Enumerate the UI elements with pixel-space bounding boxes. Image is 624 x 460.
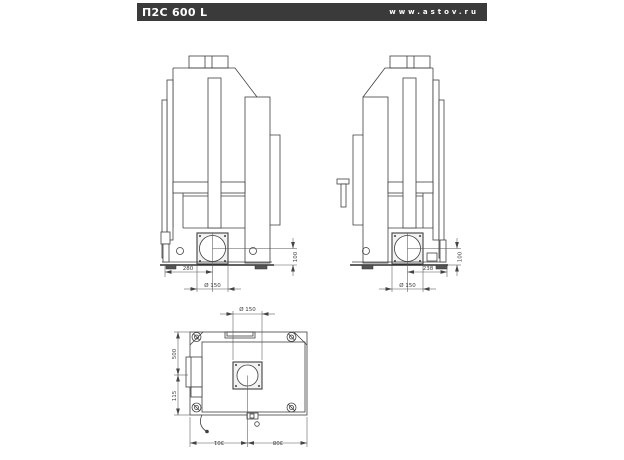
dim-label-flue: Ø 150 xyxy=(239,307,256,313)
dim-label-height: 100 xyxy=(457,251,464,263)
sensor-wire xyxy=(200,415,206,431)
front-bracket xyxy=(353,135,363,225)
flue-stub xyxy=(189,56,228,68)
latch xyxy=(427,253,437,261)
latch xyxy=(163,244,169,262)
body-top xyxy=(363,68,433,97)
center-pipe xyxy=(403,78,416,228)
flue-stub xyxy=(390,56,430,68)
latch xyxy=(440,240,446,262)
dim-label-width: 238 xyxy=(422,266,434,272)
dim-label-depth-lower: 115 xyxy=(172,390,178,402)
side-duct xyxy=(186,357,202,387)
side-strip xyxy=(439,100,444,258)
dim-label-width: 280 xyxy=(182,266,194,272)
side-view-right xyxy=(337,56,464,292)
side-box xyxy=(191,387,202,397)
dim-label-width-left: 301 xyxy=(213,439,225,445)
side-view-left xyxy=(160,56,299,292)
top-tab xyxy=(225,332,255,338)
dim-label-width-right: 308 xyxy=(272,439,284,445)
side-panel xyxy=(433,80,439,240)
foot xyxy=(436,265,447,269)
website-url: www.astov.ru xyxy=(389,8,479,16)
door-handle-bar xyxy=(341,184,346,207)
latch xyxy=(161,232,170,244)
dim-label-flue: Ø 150 xyxy=(399,283,416,289)
foot xyxy=(166,265,176,269)
front-column xyxy=(363,97,388,263)
drain-hole xyxy=(255,422,260,427)
foot xyxy=(255,265,267,269)
dim-label-flue: Ø 150 xyxy=(204,283,221,289)
dim-label-depth-upper: 500 xyxy=(172,348,178,360)
top-view xyxy=(172,306,307,447)
dim-label-height: 100 xyxy=(293,251,299,263)
door-handle xyxy=(337,179,349,184)
foot xyxy=(362,265,373,269)
rear-bracket xyxy=(270,135,280,225)
rear-column xyxy=(245,97,270,263)
center-pipe xyxy=(208,78,221,228)
side-panel xyxy=(167,80,173,240)
model-title: П2С 600 L xyxy=(142,5,208,19)
